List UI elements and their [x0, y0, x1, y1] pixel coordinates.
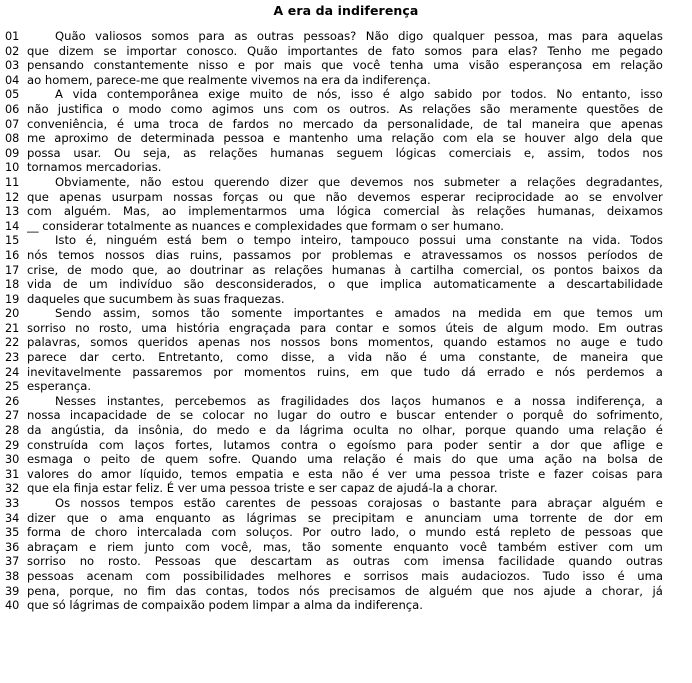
- text-line: [0, 540, 692, 555]
- line-text: sorriso no rosto. Pessoas que descartam as outras com imensa facilidade quando outras: [27, 554, 663, 569]
- text-line: [0, 350, 692, 365]
- line-number: 07: [5, 117, 20, 131]
- text-line: [0, 146, 692, 161]
- line-text: forma de choro intercalada com soluços. Por outro lado, o mundo está repleto de pessoas que: [27, 525, 663, 540]
- text-line: [0, 408, 692, 423]
- line-number: 14: [5, 219, 20, 233]
- text-line: [0, 73, 692, 88]
- line-text: crise, de modo que, ao doutrinar as relações humanas à cartilha comercial, os pontos baixos da: [27, 262, 663, 277]
- line-text: valores do amor líquido, temos empatia e esta não é ver uma pessoa triste e fazer coisas para: [27, 466, 663, 481]
- text-line: [0, 44, 692, 59]
- line-text: Os nossos tempos estão carentes de pessoas corajosas o bastante para abraçar alguém e: [55, 496, 663, 510]
- text-line: [0, 131, 692, 146]
- line-text: pena, porque, no fim das contas, todos nós precisamos de alguém que nos ajude a chorar, já: [27, 583, 663, 598]
- line-number: 38: [5, 569, 20, 583]
- text-line: [0, 452, 692, 467]
- line-number: 35: [5, 526, 20, 540]
- line-number: 10: [5, 161, 20, 175]
- line-text: me aproximo de determinada pessoa e mantenho uma relação com ela se houver algo dela que: [27, 131, 663, 146]
- line-text: conveniência, é uma troca de fardos no mercado da personalidade, de tal maneira que apenas: [27, 116, 663, 131]
- line-text: que só lágrimas de compaixão podem limpar a alma da indiferença.: [27, 598, 423, 613]
- line-number: 23: [5, 351, 20, 365]
- text-line: [0, 306, 692, 321]
- line-number: 27: [5, 409, 20, 423]
- line-text: Sendo assim, somos tão somente importantes e amados na medida em que temos um: [55, 306, 663, 321]
- line-number: 31: [5, 467, 20, 481]
- line-text: vida de um indivíduo são desconsiderados, o que implica automaticamente a descartabilidade: [27, 277, 663, 292]
- text-line: [0, 102, 692, 117]
- line-number: 29: [5, 438, 20, 452]
- line-number: 21: [5, 321, 20, 335]
- line-text: nós temos nossos dias ruins, passamos por problemas e atravessamos os nossos períodos de: [27, 247, 663, 262]
- text-line: [0, 219, 692, 234]
- line-number: 13: [5, 205, 20, 219]
- line-number: 15: [5, 234, 20, 248]
- line-text: __ considerar totalmente as nuances e complexidades que formam o ser humano.: [27, 218, 504, 233]
- line-text: dizer que o ama enquanto as lágrimas se precipitam e anunciam uma torrente de dor em: [27, 510, 663, 525]
- text-line: [0, 467, 692, 482]
- line-text: que ela finja estar feliz. É ver uma pessoa triste e ser capaz de ajudá-la a chorar.: [27, 481, 498, 496]
- line-number: 04: [5, 73, 20, 87]
- line-number: 01: [5, 30, 20, 43]
- text-line: [0, 496, 692, 511]
- line-text: Nesses instantes, percebemos as fragilidades dos laços humanos e a nossa indiferença, a: [55, 393, 663, 408]
- text-line: [0, 394, 692, 409]
- line-text: com alguém. Mas, ao implementarmos uma lógica comercial às relações humanas, deixamos: [27, 204, 663, 219]
- line-text: Obviamente, não estou querendo dizer que devemos nos submeter a relações degradantes,: [55, 174, 663, 189]
- line-text: Quão valiosos somos para as outras pessoas? Não digo qualquer pessoa, mas para aquelas: [55, 29, 663, 43]
- line-number: 16: [5, 248, 20, 262]
- text-line: [0, 554, 692, 569]
- line-number: 06: [5, 102, 20, 116]
- text-line: [0, 511, 692, 526]
- line-text: palavras, somos queridos apenas nos nossos bons momentos, quando estamos no auge e tudo: [27, 335, 663, 350]
- text-line: [0, 569, 692, 584]
- line-number: 11: [5, 175, 20, 189]
- line-number: 36: [5, 540, 20, 554]
- text-line: [0, 263, 692, 278]
- line-number: 18: [5, 278, 20, 292]
- text-line: [0, 204, 692, 219]
- text-line: [0, 438, 692, 453]
- line-text: que dizem se importar conosco. Quão importantes de fato somos para elas? Tenho me pegado: [27, 43, 663, 58]
- line-text: parece dar certo. Entretanto, como disse, a vida não é uma constante, de maneira que: [27, 350, 663, 365]
- line-text: nossa incapacidade de se colocar no lugar do outro e buscar entender o porquê do sofrimento,: [27, 408, 663, 423]
- line-number: 20: [5, 307, 20, 321]
- line-text: pessoas acenam com possibilidades melhores e sorrisos mais audaciozos. Tudo isso é uma: [27, 568, 663, 583]
- line-text: daqueles que sucumbem às suas fraquezas.: [27, 291, 285, 306]
- line-number: 09: [5, 146, 20, 160]
- line-number: 34: [5, 511, 20, 525]
- line-number: 03: [5, 59, 20, 73]
- text-line: [0, 335, 692, 350]
- line-text: esmaga o peito de quem sofre. Quando uma relação é mais do que uma ação na bolsa de: [27, 452, 663, 467]
- line-number: 28: [5, 424, 20, 438]
- line-text: A vida contemporânea exige muito de nós, isso é algo sabido por todos. No entanto, isso: [55, 87, 663, 102]
- line-text: esperança.: [27, 379, 92, 394]
- text-line: [0, 87, 692, 102]
- line-text: que apenas usurpam nossas forças ou que não devemos esperar reciprocidade ao se envolver: [27, 189, 663, 204]
- line-text: ao homem, parece-me que realmente vivemos na era da indiferença.: [27, 72, 431, 87]
- numbered-text-body: [0, 29, 692, 613]
- text-line: [0, 598, 692, 613]
- line-text: Isto é, ninguém está bem o tempo inteiro, tampouco possui uma constante na vida. Todos: [55, 233, 663, 248]
- text-line: [0, 160, 692, 175]
- page-title: A era da indiferença: [273, 3, 419, 18]
- line-text: inevitavelmente passaremos por momentos ruins, em que tudo dá errado e nós perdemos a: [27, 364, 663, 379]
- line-number: 22: [5, 336, 20, 350]
- text-line: [0, 117, 692, 132]
- line-number: 25: [5, 380, 20, 394]
- text-line: [0, 423, 692, 438]
- text-line: [0, 481, 692, 496]
- line-number: 33: [5, 497, 20, 510]
- line-text: tornamos mercadorias.: [27, 160, 162, 175]
- line-number: 37: [5, 555, 20, 569]
- line-number: 05: [5, 88, 20, 102]
- line-number: 12: [5, 190, 20, 204]
- line-number: 19: [5, 292, 20, 306]
- line-text: possa usar. Ou seja, as relações humanas seguem lógicas comerciais e, assim, todos nos: [27, 145, 663, 160]
- text-line: [0, 248, 692, 263]
- text-line: [0, 584, 692, 599]
- line-text: não justifica o modo como agimos uns com os outros. As relações são meramente questões de: [27, 101, 663, 116]
- line-text: pensando constantemente nisso e por mais que você tenha uma visão esperançosa em relação: [27, 58, 663, 73]
- line-text: abraçam e riem junto com você, mas, tão somente enquanto você também estiver com um: [27, 539, 663, 554]
- text-line: [0, 190, 692, 205]
- line-number: 17: [5, 263, 20, 277]
- text-line: [0, 29, 692, 44]
- line-number: 30: [5, 453, 20, 467]
- line-number: 02: [5, 44, 20, 58]
- line-number: 32: [5, 482, 20, 496]
- text-line: [0, 292, 692, 307]
- line-text: da angústia, da insônia, do medo e da lágrima oculta no olhar, porque quando uma relação é: [27, 423, 663, 438]
- line-number: 40: [5, 599, 20, 613]
- text-line: [0, 175, 692, 190]
- text-line: [0, 525, 692, 540]
- line-number: 26: [5, 394, 20, 408]
- text-line: [0, 321, 692, 336]
- line-text: construída com laços fortes, lutamos contra o egoísmo para poder sentir a dor que aflige e: [27, 437, 663, 452]
- text-line: [0, 365, 692, 380]
- text-line: [0, 233, 692, 248]
- text-line: [0, 277, 692, 292]
- line-number: 39: [5, 584, 20, 598]
- line-text: sorriso no rosto, uma história engraçada para contar e somos úteis de algum modo. Em outras: [27, 320, 663, 335]
- text-line: [0, 58, 692, 73]
- line-number: 24: [5, 365, 20, 379]
- line-number: 08: [5, 132, 20, 146]
- text-line: [0, 379, 692, 394]
